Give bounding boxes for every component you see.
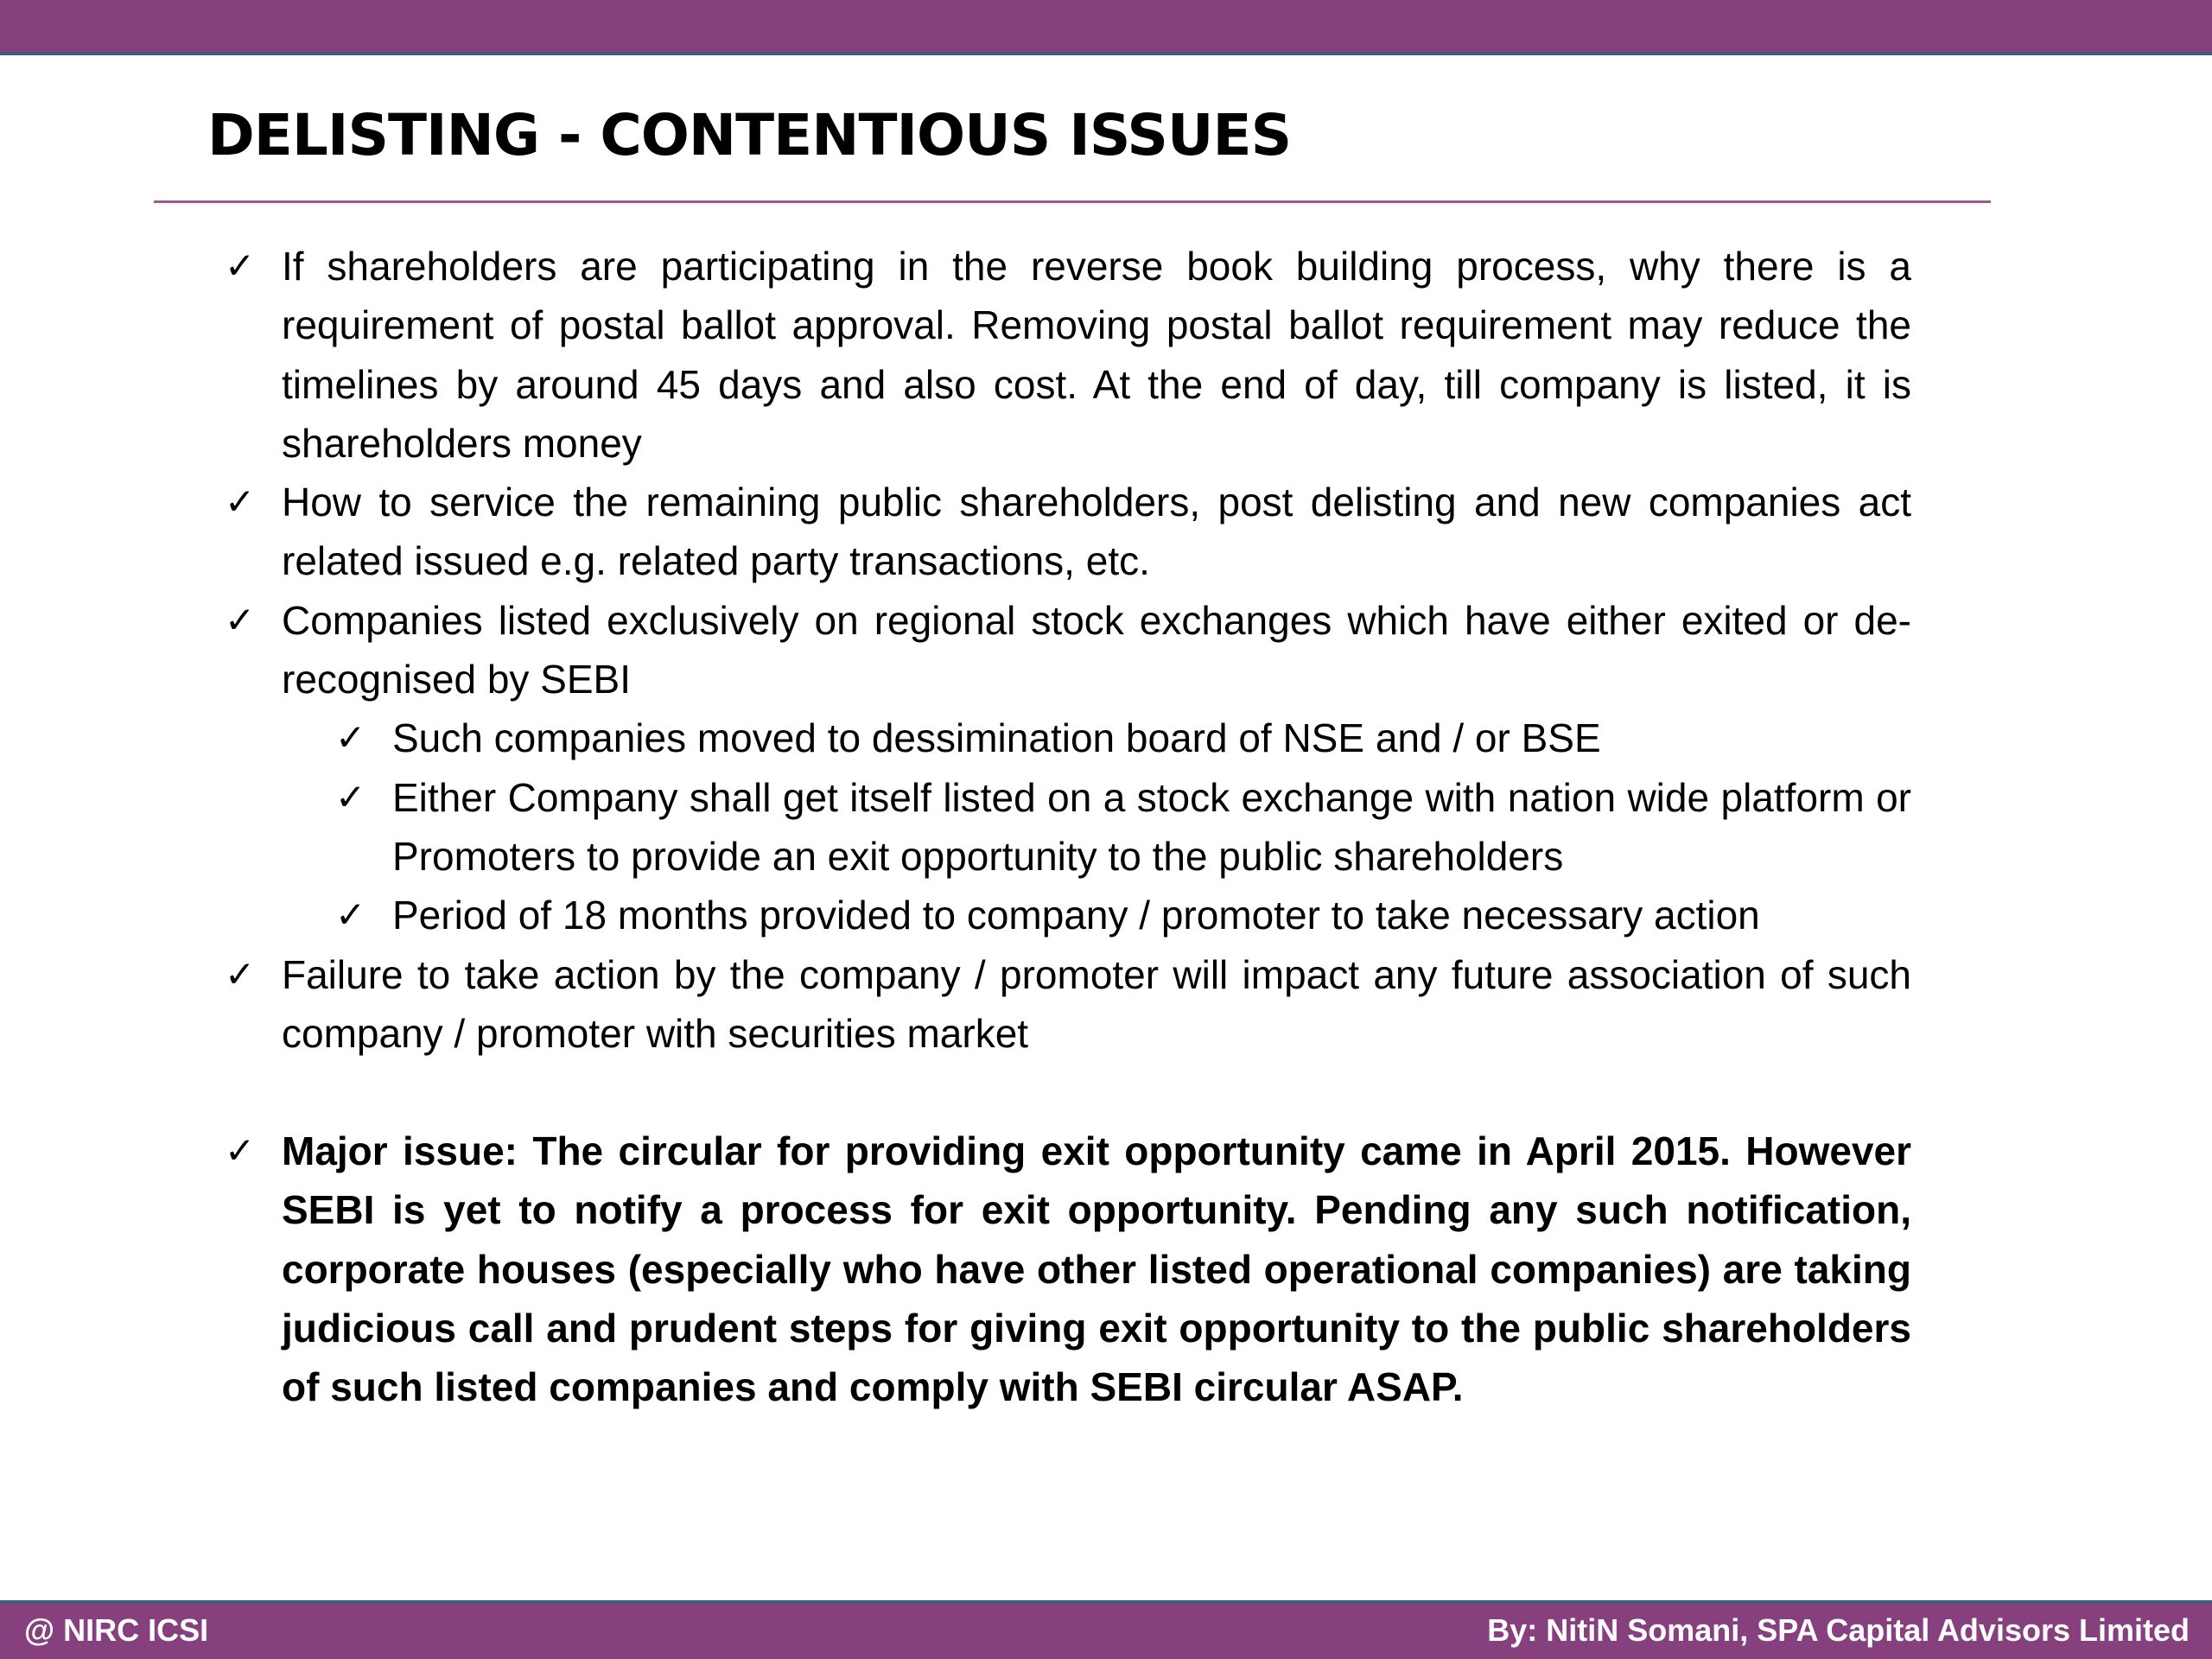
check-mark-icon: ✓ [225, 245, 256, 287]
sub-bullet-item [332, 768, 1911, 887]
bullet-text: Such companies moved to dessimination board of NSE and / or BSE [392, 715, 1601, 761]
check-mark-icon: ✓ [225, 1129, 256, 1173]
major-issue-bullet [221, 1122, 1911, 1416]
check-mark-icon: ✓ [225, 952, 256, 995]
check-mark-icon: ✓ [225, 598, 256, 641]
bullet-text: Either Company shall get itself listed on a stock exchange with nation wide platform or Promoters to provide an exit opportunity to the public shareholders [392, 774, 1911, 879]
bullet-text: Companies listed exclusively on regional stock exchanges which have either exited or de-recognised by SEBI [282, 597, 1911, 702]
bullet-text: Period of 18 months provided to company / promoter to take necessary action [392, 893, 1760, 938]
bullet-text: Major issue: The circular for providing exit opportunity came in April 2015. However SEBI is yet to notify a process for exit opportunity. Pending any such notification, corporate houses (especially who have other listed operational companies) are taking judicious call and prudent steps for giving exit opportunity to the public shareholders of such listed companies and comply with SEBI circular ASAP. [282, 1128, 1911, 1410]
bullet-item [221, 591, 1911, 709]
bullet-item [221, 237, 1911, 473]
slide-title: DELISTING - CONTENTIOUS ISSUES [207, 102, 1292, 168]
footer-organization: @ NIRC ICSI [24, 1612, 209, 1648]
slide-content [221, 237, 1911, 1417]
sub-bullet-item [332, 709, 1911, 767]
title-divider [154, 200, 1991, 203]
top-band [0, 0, 2212, 55]
check-mark-icon: ✓ [335, 775, 366, 818]
footer-band [0, 1600, 2212, 1659]
bullet-text: How to service the remaining public shareholders, post delisting and new companies act related issued e.g. related party transactions, etc. [282, 480, 1911, 584]
check-mark-icon: ✓ [335, 893, 366, 937]
bullet-text: If shareholders are participating in the reverse book building process, why there is a requirement of postal ballot approval. Removing postal ballot requirement may reduce the timelines by around 45 days and also cost. At the end of day, till company is listed, it is shareholders money [282, 244, 1911, 466]
bullet-item [221, 945, 1911, 1064]
bullet-item [221, 473, 1911, 591]
sub-bullet-item [332, 886, 1911, 944]
check-mark-icon: ✓ [225, 480, 256, 524]
bullet-text: Failure to take action by the company / promoter will impact any future association of such company / promoter with securities market [282, 951, 1911, 1056]
footer-author: By: NitiN Somani, SPA Capital Advisors Limited [1487, 1612, 2190, 1648]
check-mark-icon: ✓ [335, 716, 366, 760]
